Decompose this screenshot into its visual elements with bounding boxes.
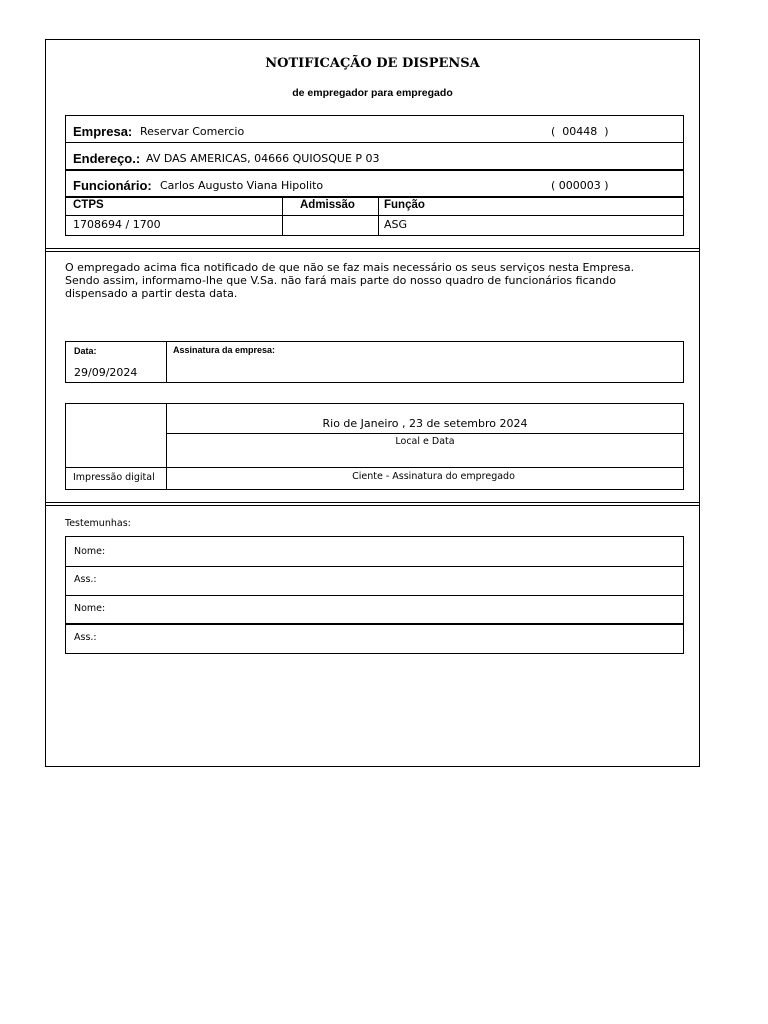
table-header-ctps: CTPS xyxy=(73,199,104,211)
divider xyxy=(65,215,684,216)
endereco-label: Endereço.: xyxy=(73,151,141,166)
impressao-digital-label: Impressão digital xyxy=(73,472,155,483)
data-value: 29/09/2024 xyxy=(74,366,138,379)
data-label: Data: xyxy=(74,346,97,356)
divider xyxy=(65,595,684,596)
section-divider xyxy=(45,502,700,506)
divider xyxy=(65,196,684,198)
witness-ass-label: Ass.: xyxy=(74,632,97,643)
place-date-value: Rio de Janeiro , 23 de setembro 2024 xyxy=(322,417,528,430)
divider xyxy=(378,196,379,236)
table-header-admissao: Admissão xyxy=(300,199,355,211)
divider xyxy=(166,433,684,434)
document-subtitle: de empregador para empregado xyxy=(292,87,453,99)
divider xyxy=(65,467,684,468)
empresa-value: Reservar Comercio xyxy=(140,125,245,138)
signature-box xyxy=(65,341,684,383)
divider xyxy=(65,566,684,567)
empresa-label: Empresa: xyxy=(73,124,133,139)
witness-ass-label: Ass.: xyxy=(74,574,97,585)
witness-nome-label: Nome: xyxy=(74,603,106,614)
funcionario-code: ( 000003 ) xyxy=(551,179,609,192)
section-divider xyxy=(45,248,700,252)
document-title: NOTIFICAÇÃO DE DISPENSA xyxy=(265,56,480,71)
assinatura-empresa-label: Assinatura da empresa: xyxy=(173,345,276,355)
testemunhas-label: Testemunhas: xyxy=(65,518,131,529)
table-cell-funcao: ASG xyxy=(384,218,408,231)
notice-line: dispensado a partir desta data. xyxy=(65,287,238,300)
funcionario-label: Funcionário: xyxy=(73,178,152,193)
divider xyxy=(282,196,283,236)
divider xyxy=(65,623,684,625)
local-data-label: Local e Data xyxy=(395,436,455,447)
divider xyxy=(65,142,684,143)
funcionario-value: Carlos Augusto Viana Hipolito xyxy=(160,179,324,192)
witness-nome-label: Nome: xyxy=(74,546,106,557)
notice-line: Sendo assim, informamo-lhe que V.Sa. não fará mais parte do nosso quadro de funcionários ficando xyxy=(65,274,616,287)
divider xyxy=(166,341,167,383)
notice-line: O empregado acima fica notificado de que não se faz mais necessário os seus serviços nesta Empresa. xyxy=(65,261,635,274)
table-cell-ctps: 1708694 / 1700 xyxy=(73,218,161,231)
notice-paragraph xyxy=(65,261,665,300)
divider xyxy=(65,169,684,171)
empresa-code: ( 00448 ) xyxy=(551,125,609,138)
table-header-funcao: Função xyxy=(384,199,425,211)
endereco-value: AV DAS AMERICAS, 04666 QUIOSQUE P 03 xyxy=(146,152,380,165)
ciente-assinatura-label: Ciente - Assinatura do empregado xyxy=(352,471,515,482)
